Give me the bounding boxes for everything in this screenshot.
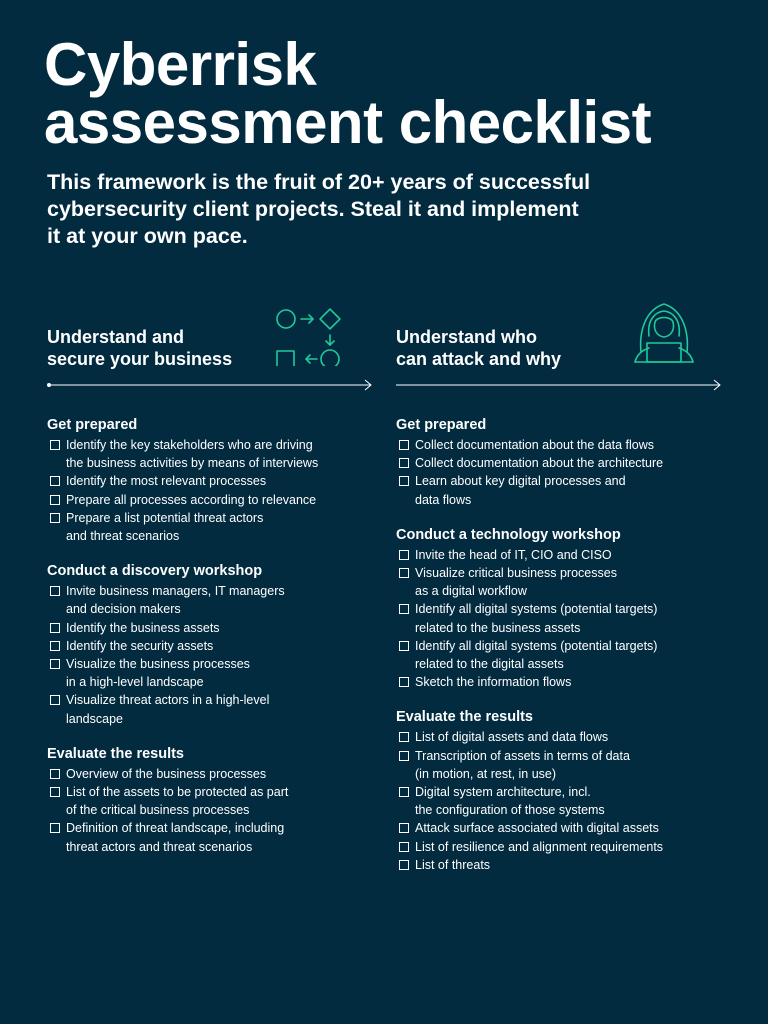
- checklist-item: [396, 436, 726, 454]
- checklist-items: [47, 765, 377, 856]
- checklist-item-text: Digital system architecture, incl.: [415, 785, 591, 800]
- checklist-item-text: as a digital workflow: [415, 584, 527, 599]
- section-title: Get prepared: [396, 417, 487, 433]
- checkbox-icon[interactable]: [50, 495, 60, 505]
- checkbox-icon[interactable]: [399, 823, 409, 833]
- checkbox-icon[interactable]: [50, 623, 60, 633]
- intro-line-3: it at your own pace.: [47, 224, 248, 248]
- checklist-item: [396, 637, 726, 673]
- checklist-section: [396, 526, 726, 692]
- checklist-item-text: the business activities by means of interviews: [66, 456, 319, 471]
- checkbox-icon[interactable]: [399, 458, 409, 468]
- business-sections: [47, 416, 377, 873]
- checkbox-icon[interactable]: [50, 823, 60, 833]
- attacker-title-line-1: Understand who: [396, 327, 538, 347]
- checkbox-icon[interactable]: [50, 586, 60, 596]
- attacker-title-line-2: can attack and why: [396, 349, 562, 369]
- checkbox-icon[interactable]: [50, 659, 60, 669]
- checklist-item-text: and decision makers: [66, 602, 181, 617]
- checklist-item-text: Collect documentation about the data flows: [415, 438, 655, 452]
- section-title: Get prepared: [47, 417, 138, 433]
- checklist-item-text: Invite the head of IT, CIO and CISO: [415, 547, 612, 562]
- checklist-item-text: List of the assets to be protected as part: [66, 785, 289, 800]
- checklist-item-text: Identify the key stakeholders who are driving: [66, 438, 313, 452]
- checklist-item: [47, 783, 377, 819]
- checklist-section: [47, 562, 377, 728]
- checklist-item-text: Visualize critical business processes: [415, 566, 617, 581]
- checklist-item-text: Identify the security assets: [66, 638, 214, 653]
- process-flow-icon: [274, 304, 390, 371]
- checklist-item-text: Identify the business assets: [66, 620, 220, 635]
- checklist-item-text: Sketch the information flows: [415, 675, 572, 690]
- checklist-item-text: List of digital assets and data flows: [415, 730, 609, 745]
- checklist-item: [396, 673, 726, 691]
- checklist-item: [396, 546, 726, 564]
- section-title: Evaluate the results: [47, 745, 184, 762]
- checklist-items: [47, 436, 377, 545]
- checklist-items: [396, 546, 726, 692]
- checklist-item: [47, 582, 377, 618]
- checklist-item: [396, 600, 726, 636]
- checkbox-icon[interactable]: [50, 769, 60, 779]
- checkbox-icon[interactable]: [50, 440, 60, 450]
- checkbox-icon[interactable]: [50, 513, 60, 523]
- checkbox-icon[interactable]: [399, 732, 409, 742]
- checklist-item-text: Learn about key digital processes and: [415, 474, 626, 489]
- checklist-item-text: Prepare a list potential threat actors: [66, 510, 264, 525]
- checklist-item-text: Collect documentation about the architecture: [415, 456, 664, 471]
- title-line-2: assessment checklist: [44, 89, 652, 156]
- checklist-item-text: related to the business assets: [415, 620, 581, 635]
- checklist-item: [396, 454, 726, 472]
- checkbox-icon[interactable]: [50, 787, 60, 797]
- checklist-item-text: Definition of threat landscape, including: [66, 821, 285, 836]
- checklist-item-text: threat actors and threat scenarios: [66, 839, 253, 854]
- business-column-title: [47, 326, 277, 370]
- checklist-section: [396, 416, 726, 509]
- intro-text: [47, 169, 697, 250]
- checklist-section: [47, 416, 377, 545]
- hooded-hacker-icon: [633, 296, 695, 373]
- checkbox-icon[interactable]: [399, 440, 409, 450]
- checkbox-icon[interactable]: [399, 677, 409, 687]
- checklist-item-text: of the critical business processes: [66, 803, 250, 818]
- checkbox-icon[interactable]: [399, 476, 409, 486]
- checklist-item-text: Prepare all processes according to relevance: [66, 492, 317, 507]
- page-title: [44, 31, 734, 156]
- checkbox-icon[interactable]: [50, 695, 60, 705]
- checkbox-icon[interactable]: [399, 568, 409, 578]
- checklist-items: [396, 728, 726, 874]
- checklist-item: [396, 564, 726, 600]
- checkbox-icon[interactable]: [399, 860, 409, 870]
- checklist-item: [47, 509, 377, 545]
- checklist-section: [47, 745, 377, 856]
- checklist-item: [396, 472, 726, 508]
- checklist-item-text: Identify the most relevant processes: [66, 474, 267, 489]
- checkbox-icon[interactable]: [399, 550, 409, 560]
- checklist-item-text: List of resilience and alignment requirements: [415, 839, 664, 854]
- checklist-item-text: Identify all digital systems (potential targets): [415, 638, 658, 653]
- checklist-item: [396, 819, 726, 837]
- checklist-item: [396, 856, 726, 874]
- checklist-item: [396, 783, 726, 819]
- section-title: Evaluate the results: [396, 709, 533, 726]
- arrow-divider: [396, 379, 722, 391]
- checklist-item-text: (in motion, at rest, in use): [415, 766, 557, 781]
- checkbox-icon[interactable]: [50, 476, 60, 486]
- checklist-item-text: Overview of the business processes: [66, 766, 267, 781]
- checklist-item: [47, 819, 377, 855]
- checkbox-icon[interactable]: [399, 604, 409, 614]
- checklist-item-text: Visualize the business processes: [66, 657, 250, 672]
- checklist-item: [47, 491, 377, 509]
- checklist-item: [47, 655, 377, 691]
- checkbox-icon[interactable]: [399, 842, 409, 852]
- checklist-item-text: data flows: [415, 492, 472, 507]
- checklist-items: [396, 436, 726, 509]
- section-title: Conduct a discovery workshop: [47, 563, 263, 580]
- checklist-item-text: the configuration of those systems: [415, 803, 605, 818]
- checklist-item-text: Invite business managers, IT managers: [66, 584, 285, 599]
- checklist-item: [47, 765, 377, 783]
- checklist-item: [47, 691, 377, 727]
- checklist-item-text: List of threats: [415, 857, 491, 872]
- checkbox-icon[interactable]: [399, 787, 409, 797]
- checklist-item: [396, 747, 726, 783]
- attacker-column-title: [396, 326, 626, 370]
- intro-line-1: This framework is the fruit of 20+ years of successful: [47, 170, 591, 194]
- checkbox-icon[interactable]: [50, 641, 60, 651]
- checklist-item: [47, 436, 377, 472]
- checkbox-icon[interactable]: [399, 641, 409, 651]
- checklist-section: [396, 708, 726, 874]
- checklist-item: [47, 619, 377, 637]
- checklist-item-text: related to the digital assets: [415, 657, 564, 672]
- checklist-item: [47, 472, 377, 490]
- business-title-line-1: Understand and: [47, 327, 185, 347]
- checklist-item-text: and threat scenarios: [66, 529, 180, 544]
- checklist-item: [396, 728, 726, 746]
- checklist-item-text: Identify all digital systems (potential targets): [415, 602, 658, 617]
- section-title: Conduct a technology workshop: [396, 526, 621, 543]
- intro-line-2: cybersecurity client projects. Steal it and implement: [47, 197, 579, 221]
- business-title-line-2: secure your business: [47, 349, 233, 369]
- checklist-item-text: Visualize threat actors in a high-level: [66, 693, 270, 708]
- arrow-divider: [47, 379, 373, 391]
- checklist-item: [47, 637, 377, 655]
- checklist-items: [47, 582, 377, 728]
- attacker-sections: [396, 416, 726, 891]
- checklist-item-text: Attack surface associated with digital assets: [415, 821, 659, 836]
- checklist-item-text: landscape: [66, 711, 123, 726]
- checkbox-icon[interactable]: [399, 751, 409, 761]
- checklist-item: [396, 838, 726, 856]
- checklist-item-text: in a high-level landscape: [66, 675, 204, 690]
- title-line-1: Cyberrisk: [44, 31, 317, 98]
- checklist-item-text: Transcription of assets in terms of data: [415, 748, 630, 763]
